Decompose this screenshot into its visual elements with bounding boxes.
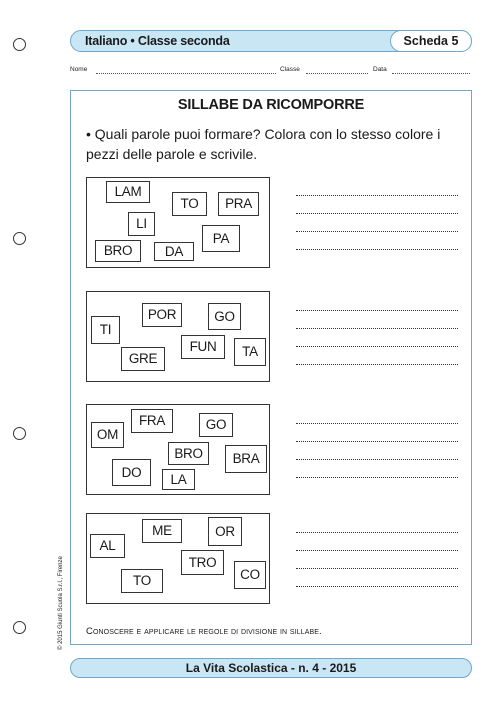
syllable-tile[interactable]: LA bbox=[162, 469, 195, 490]
syllable-tile[interactable]: BRO bbox=[95, 240, 141, 262]
learning-objective: Conoscere e applicare le regole di divisione in sillabe. bbox=[86, 626, 322, 637]
syllable-tile[interactable]: POR bbox=[142, 303, 182, 327]
syllable-tile[interactable]: GO bbox=[208, 303, 241, 330]
answer-line[interactable] bbox=[296, 328, 458, 329]
exercise-instruction: • Quali parole puoi formare? Colora con lo stesso colore i pezzi delle parole e scrivile. bbox=[86, 126, 441, 162]
syllable-panel-2 bbox=[86, 291, 270, 382]
binder-hole bbox=[13, 232, 26, 245]
date-label: Data bbox=[373, 66, 387, 73]
syllable-tile[interactable]: BRO bbox=[168, 442, 209, 465]
syllable-tile[interactable]: TA bbox=[234, 338, 266, 366]
syllable-tile[interactable]: BRA bbox=[225, 445, 267, 473]
sheet-badge: Scheda 5 bbox=[390, 30, 472, 52]
answer-line[interactable] bbox=[296, 310, 458, 311]
answer-line[interactable] bbox=[296, 346, 458, 347]
syllable-panel-1 bbox=[86, 177, 270, 268]
syllable-panel-4 bbox=[86, 513, 270, 604]
syllable-tile[interactable]: AL bbox=[90, 534, 125, 558]
answer-line[interactable] bbox=[296, 441, 458, 442]
syllable-tile[interactable]: DA bbox=[154, 242, 194, 261]
answer-line[interactable] bbox=[296, 550, 458, 551]
syllable-tile[interactable]: PRA bbox=[218, 192, 259, 216]
answer-line[interactable] bbox=[296, 568, 458, 569]
syllable-tile[interactable]: LAM bbox=[106, 181, 150, 203]
class-label: Classe bbox=[280, 66, 300, 73]
answer-line[interactable] bbox=[296, 195, 458, 196]
answer-line[interactable] bbox=[296, 459, 458, 460]
syllable-tile[interactable]: TO bbox=[172, 192, 207, 216]
syllable-tile[interactable]: OM bbox=[91, 422, 124, 448]
syllable-tile[interactable]: GRE bbox=[121, 347, 165, 371]
answer-line[interactable] bbox=[296, 249, 458, 250]
answer-line[interactable] bbox=[296, 477, 458, 478]
answer-line[interactable] bbox=[296, 586, 458, 587]
syllable-tile[interactable]: FRA bbox=[131, 409, 173, 433]
binder-hole bbox=[13, 621, 26, 634]
answer-line[interactable] bbox=[296, 423, 458, 424]
answer-line[interactable] bbox=[296, 231, 458, 232]
exercise-title: SILLABE DA RICOMPORRE bbox=[177, 97, 365, 113]
header-bar bbox=[70, 30, 472, 52]
syllable-tile[interactable]: PA bbox=[202, 225, 240, 252]
name-field[interactable] bbox=[96, 66, 276, 74]
name-label: Nome bbox=[70, 66, 88, 73]
syllable-tile[interactable]: TO bbox=[121, 569, 163, 593]
syllable-tile[interactable]: DO bbox=[112, 459, 151, 486]
answer-line[interactable] bbox=[296, 364, 458, 365]
syllable-panel-3 bbox=[86, 404, 270, 495]
syllable-tile[interactable]: ME bbox=[142, 519, 182, 543]
class-field[interactable] bbox=[306, 66, 368, 74]
binder-hole bbox=[13, 427, 26, 440]
syllable-tile[interactable]: GO bbox=[199, 413, 233, 437]
subject-label: Italiano • Classe seconda bbox=[85, 34, 230, 48]
syllable-tile[interactable]: TI bbox=[91, 316, 120, 344]
answer-line[interactable] bbox=[296, 532, 458, 533]
student-info-row bbox=[70, 66, 472, 80]
answer-line[interactable] bbox=[296, 213, 458, 214]
syllable-tile[interactable]: CO bbox=[234, 561, 266, 589]
binder-hole bbox=[13, 38, 26, 51]
syllable-tile[interactable]: TRO bbox=[181, 550, 224, 575]
syllable-tile[interactable]: LI bbox=[128, 212, 155, 236]
date-field[interactable] bbox=[392, 66, 470, 74]
copyright-notice: © 2015 Giunti Scuola S.r.l., Firenze bbox=[58, 556, 64, 650]
syllable-tile[interactable]: OR bbox=[208, 517, 242, 546]
syllable-tile[interactable]: FUN bbox=[181, 335, 225, 359]
footer-bar: La Vita Scolastica - n. 4 - 2015 bbox=[70, 658, 472, 678]
